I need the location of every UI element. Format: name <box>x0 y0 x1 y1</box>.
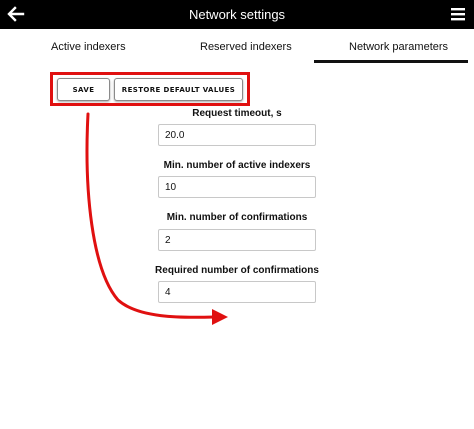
page-title: Network settings <box>188 7 286 22</box>
min-active-indexers-input[interactable] <box>158 176 316 198</box>
min-confirmations-input[interactable] <box>158 229 316 251</box>
tab-network-parameters[interactable]: Network parameters <box>349 41 449 53</box>
active-tab-indicator <box>314 60 468 63</box>
required-confirmations-input[interactable] <box>158 281 316 303</box>
required-confirmations-label: Required number of confirmations <box>155 265 319 276</box>
request-timeout-input[interactable] <box>158 124 316 146</box>
save-button[interactable]: SAVE <box>57 78 110 101</box>
hamburger-menu-icon[interactable] <box>450 6 466 22</box>
restore-default-values-button[interactable]: RESTORE DEFAULT VALUES <box>114 78 243 101</box>
min-active-indexers-label: Min. number of active indexers <box>163 160 311 171</box>
min-confirmations-label: Min. number of confirmations <box>166 212 308 223</box>
tab-reserved-indexers[interactable]: Reserved indexers <box>200 41 292 53</box>
tab-active-indexers[interactable]: Active indexers <box>51 41 126 53</box>
request-timeout-label: Request timeout, s <box>192 108 282 119</box>
title-bar <box>0 0 474 29</box>
tab-bar <box>0 29 474 63</box>
